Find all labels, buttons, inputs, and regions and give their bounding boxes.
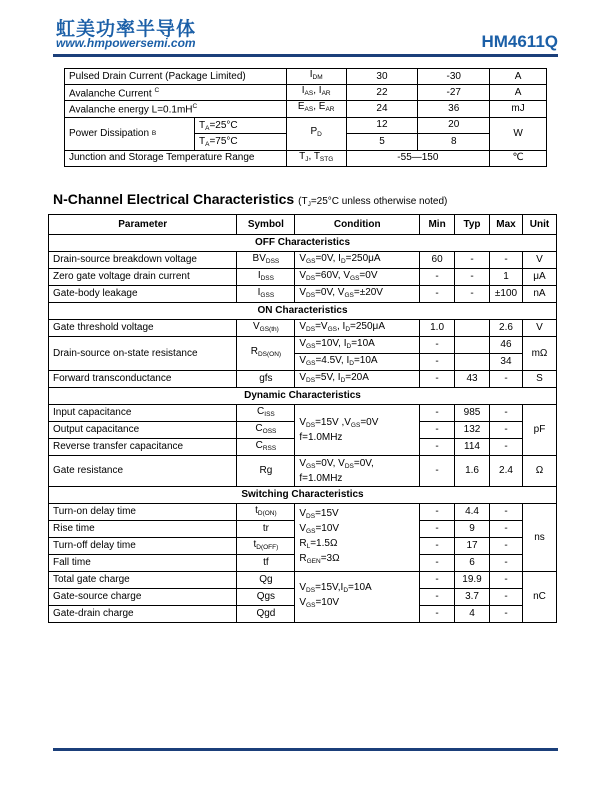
min-cell: - bbox=[420, 606, 455, 623]
max-cell: - bbox=[490, 589, 523, 606]
symbol-cell: tr bbox=[237, 521, 295, 538]
max-cell: - bbox=[490, 252, 523, 269]
param-cell: Total gate charge bbox=[49, 572, 237, 589]
table-row bbox=[65, 117, 547, 134]
symbol-cell: $E_{AS}$, $E_{AR}$ bbox=[286, 101, 346, 117]
max-cell: ±100 bbox=[490, 286, 523, 303]
n-value-cell: 12 bbox=[346, 117, 418, 134]
max-cell: - bbox=[490, 572, 523, 589]
param-cell: Drain-source breakdown voltage bbox=[49, 252, 237, 269]
max-cell: 1 bbox=[490, 269, 523, 286]
table-row bbox=[49, 456, 557, 487]
typ-cell bbox=[455, 320, 490, 337]
table-row bbox=[49, 286, 557, 303]
typ-cell bbox=[455, 354, 490, 371]
symbol-cell: $C_{ISS}$ bbox=[237, 405, 295, 422]
param-cell: Gate-body leakage bbox=[49, 286, 237, 303]
group-row bbox=[49, 235, 557, 252]
param-cell: Gate threshold voltage bbox=[49, 320, 237, 337]
condition-cell: $V_{GS}=10V$, $I_D=10A$ bbox=[295, 337, 420, 354]
min-cell: - bbox=[420, 572, 455, 589]
table-row bbox=[49, 337, 557, 354]
p-value-cell: -27 bbox=[418, 85, 490, 101]
min-cell: - bbox=[420, 405, 455, 422]
condition-cell: $V_{GS}=0V$, $I_D=250\mu A$ bbox=[295, 252, 420, 269]
typ-cell: 19.9 bbox=[455, 572, 490, 589]
param-cell: Fall time bbox=[49, 555, 237, 572]
unit-cell: ℃ bbox=[490, 150, 547, 166]
unit-cell: nC bbox=[522, 572, 556, 623]
param-cell: Turn-off delay time bbox=[49, 538, 237, 555]
header-condition: Condition bbox=[295, 215, 420, 235]
unit-cell: A bbox=[490, 85, 547, 101]
param-cell: Input capacitance bbox=[49, 405, 237, 422]
typ-cell: - bbox=[455, 252, 490, 269]
param-cell: Gate-drain charge bbox=[49, 606, 237, 623]
param-cell: Zero gate voltage drain current bbox=[49, 269, 237, 286]
max-cell: 46 bbox=[490, 337, 523, 354]
symbol-cell: gfs bbox=[237, 371, 295, 388]
group-row bbox=[49, 303, 557, 320]
table-row bbox=[49, 320, 557, 337]
unit-cell: mJ bbox=[490, 101, 547, 117]
param-cell: Drain-source on-state resistance bbox=[49, 337, 237, 371]
group-on: ON Characteristics bbox=[49, 303, 557, 320]
range-value-cell: -55—150 bbox=[346, 150, 490, 166]
condition-cell: $V_{DS}=V_{GS}$, $I_D=250\mu A$ bbox=[295, 320, 420, 337]
symbol-cell: tf bbox=[237, 555, 295, 572]
typ-cell: 1.6 bbox=[455, 456, 490, 487]
symbol-cell: $P_D$ bbox=[286, 117, 346, 150]
unit-cell: pF bbox=[522, 405, 556, 456]
min-cell: 1.0 bbox=[420, 320, 455, 337]
header-unit: Unit bbox=[522, 215, 556, 235]
min-cell: - bbox=[420, 422, 455, 439]
param-cell: Avalanche Current $^C$ bbox=[65, 85, 287, 101]
unit-cell: S bbox=[522, 371, 556, 388]
typ-cell: 985 bbox=[455, 405, 490, 422]
group-dynamic: Dynamic Characteristics bbox=[49, 388, 557, 405]
unit-cell: mΩ bbox=[522, 337, 556, 371]
n-value-cell: 5 bbox=[346, 134, 418, 151]
param-cell: Rise time bbox=[49, 521, 237, 538]
absolute-ratings-table bbox=[64, 68, 547, 167]
max-cell: - bbox=[490, 504, 523, 521]
table-row bbox=[49, 269, 557, 286]
typ-cell: 9 bbox=[455, 521, 490, 538]
unit-cell: W bbox=[490, 117, 547, 150]
min-cell: - bbox=[420, 538, 455, 555]
param-cell: Reverse transfer capacitance bbox=[49, 439, 237, 456]
typ-cell bbox=[455, 337, 490, 354]
group-off: OFF Characteristics bbox=[49, 235, 557, 252]
header-min: Min bbox=[420, 215, 455, 235]
n-value-cell: 22 bbox=[346, 85, 418, 101]
table-row bbox=[49, 371, 557, 388]
symbol-cell: $T_J$, $T_{STG}$ bbox=[286, 150, 346, 166]
max-cell: - bbox=[490, 371, 523, 388]
typ-cell: 6 bbox=[455, 555, 490, 572]
symbol-cell: $C_{RSS}$ bbox=[237, 439, 295, 456]
symbol-cell: $I_{DM}$ bbox=[286, 69, 346, 85]
table-row bbox=[65, 150, 547, 166]
max-cell: 34 bbox=[490, 354, 523, 371]
max-cell: 2.4 bbox=[490, 456, 523, 487]
header-symbol: Symbol bbox=[237, 215, 295, 235]
max-cell: - bbox=[490, 439, 523, 456]
typ-cell: 17 bbox=[455, 538, 490, 555]
min-cell: - bbox=[420, 555, 455, 572]
header-rule bbox=[53, 54, 558, 57]
n-value-cell: 24 bbox=[346, 101, 418, 117]
symbol-cell: $C_{OSS}$ bbox=[237, 422, 295, 439]
footer-rule bbox=[53, 748, 558, 751]
brand-chinese-name: 虹美功率半导体 bbox=[56, 18, 197, 40]
symbol-cell: $I_{GSS}$ bbox=[237, 286, 295, 303]
param-cell: Gate resistance bbox=[49, 456, 237, 487]
group-switching: Switching Characteristics bbox=[49, 487, 557, 504]
table-row bbox=[65, 101, 547, 117]
max-cell: - bbox=[490, 606, 523, 623]
brand-website: www.hmpowersemi.com bbox=[56, 36, 196, 50]
param-cell: Power Dissipation B $T_A=25^\circ C$ $T_A=75^\circ C$ bbox=[65, 117, 287, 150]
p-value-cell: -30 bbox=[418, 69, 490, 85]
group-row bbox=[49, 388, 557, 405]
table-row bbox=[49, 405, 557, 422]
condition-cell: $V_{DS}=15V$ $V_{GS}=10V$ $R_L=1.5\Omega$ $R_{GEN}=3\Omega$ bbox=[295, 504, 420, 572]
min-cell: - bbox=[420, 269, 455, 286]
header-parameter: Parameter bbox=[49, 215, 237, 235]
param-cell: Turn-on delay time bbox=[49, 504, 237, 521]
param-cell: Forward transconductance bbox=[49, 371, 237, 388]
min-cell: - bbox=[420, 504, 455, 521]
condition-cell: $V_{DS}=0V$, $V_{GS}=\pm 20V$ bbox=[295, 286, 420, 303]
max-cell: 2.6 bbox=[490, 320, 523, 337]
typ-cell: 3.7 bbox=[455, 589, 490, 606]
typ-cell: 132 bbox=[455, 422, 490, 439]
table-row bbox=[49, 252, 557, 269]
section-title: N-Channel Electrical Characteristics ($T_J=25^\circ C$ unless otherwise noted) bbox=[53, 191, 448, 208]
min-cell: - bbox=[420, 589, 455, 606]
group-row bbox=[49, 487, 557, 504]
symbol-cell: $I_{AS}$, $I_{AR}$ bbox=[286, 85, 346, 101]
min-cell: - bbox=[420, 521, 455, 538]
condition-cell: $V_{DS}=15V,I_D=10A$ $V_{GS}=10V$ bbox=[295, 572, 420, 623]
symbol-cell: $R_{DS(ON)}$ bbox=[237, 337, 295, 371]
table-row bbox=[49, 504, 557, 521]
section-note: ($T_J=25^\circ C$ unless otherwise noted) bbox=[298, 196, 448, 208]
symbol-cell: $V_{GS(th)}$ bbox=[237, 320, 295, 337]
unit-cell: nA bbox=[522, 286, 556, 303]
param-cell: Output capacitance bbox=[49, 422, 237, 439]
part-number: HM4611Q bbox=[481, 32, 558, 51]
typ-cell: 43 bbox=[455, 371, 490, 388]
param-cell: Avalanche energy $L=0.1mH^C$ bbox=[65, 101, 287, 117]
unit-cell: Ω bbox=[522, 456, 556, 487]
param-cell: Junction and Storage Temperature Range bbox=[65, 150, 287, 166]
symbol-cell: $I_{DSS}$ bbox=[237, 269, 295, 286]
min-cell: - bbox=[420, 337, 455, 354]
max-cell: - bbox=[490, 422, 523, 439]
pd-condition-75c: $T_A=75^\circ C$ bbox=[199, 135, 238, 148]
max-cell: - bbox=[490, 555, 523, 572]
header-max: Max bbox=[490, 215, 523, 235]
condition-cell: $V_{DS}=5V$, $I_D=20A$ bbox=[295, 371, 420, 388]
condition-cell: $V_{DS}=15V$ $,V_{GS}=0V$ f=1.0MHz bbox=[295, 405, 420, 456]
max-cell: - bbox=[490, 538, 523, 555]
min-cell: - bbox=[420, 354, 455, 371]
param-cell: Gate-source charge bbox=[49, 589, 237, 606]
typ-cell: 4 bbox=[455, 606, 490, 623]
table-header-row bbox=[49, 215, 557, 235]
max-cell: - bbox=[490, 521, 523, 538]
unit-cell: A bbox=[490, 69, 547, 85]
symbol-cell: Rg bbox=[237, 456, 295, 487]
typ-cell: - bbox=[455, 269, 490, 286]
symbol-cell: Qg bbox=[237, 572, 295, 589]
electrical-characteristics-table bbox=[48, 214, 557, 623]
symbol-cell: Qgd bbox=[237, 606, 295, 623]
symbol-cell: $t_{D(OFF)}$ bbox=[237, 538, 295, 555]
table-row bbox=[65, 85, 547, 101]
condition-cell: $V_{GS}=0V$, $V_{DS}=0V$, f=1.0MHz bbox=[295, 456, 420, 487]
header-typ: Typ bbox=[455, 215, 490, 235]
unit-cell: ns bbox=[522, 504, 556, 572]
max-cell: - bbox=[490, 405, 523, 422]
min-cell: - bbox=[420, 439, 455, 456]
unit-cell: V bbox=[522, 252, 556, 269]
p-value-cell: 20 bbox=[418, 117, 490, 134]
unit-cell: μA bbox=[522, 269, 556, 286]
condition-cell: $V_{DS}=60V$, $V_{GS}=0V$ bbox=[295, 269, 420, 286]
p-value-cell: 8 bbox=[418, 134, 490, 151]
typ-cell: 4.4 bbox=[455, 504, 490, 521]
condition-cell: $V_{GS}=4.5V$, $I_D=10A$ bbox=[295, 354, 420, 371]
unit-cell: V bbox=[522, 320, 556, 337]
min-cell: - bbox=[420, 286, 455, 303]
min-cell: - bbox=[420, 371, 455, 388]
p-value-cell: 36 bbox=[418, 101, 490, 117]
typ-cell: 114 bbox=[455, 439, 490, 456]
min-cell: - bbox=[420, 456, 455, 487]
table-row bbox=[65, 69, 547, 85]
symbol-cell: Qgs bbox=[237, 589, 295, 606]
table-row bbox=[49, 572, 557, 589]
symbol-cell: $BV_{DSS}$ bbox=[237, 252, 295, 269]
param-cell: Pulsed Drain Current (Package Limited) bbox=[65, 69, 287, 85]
typ-cell: - bbox=[455, 286, 490, 303]
symbol-cell: $t_{D(ON)}$ bbox=[237, 504, 295, 521]
min-cell: 60 bbox=[420, 252, 455, 269]
pd-condition-25c: $T_A=25^\circ C$ bbox=[195, 118, 286, 134]
n-value-cell: 30 bbox=[346, 69, 418, 85]
